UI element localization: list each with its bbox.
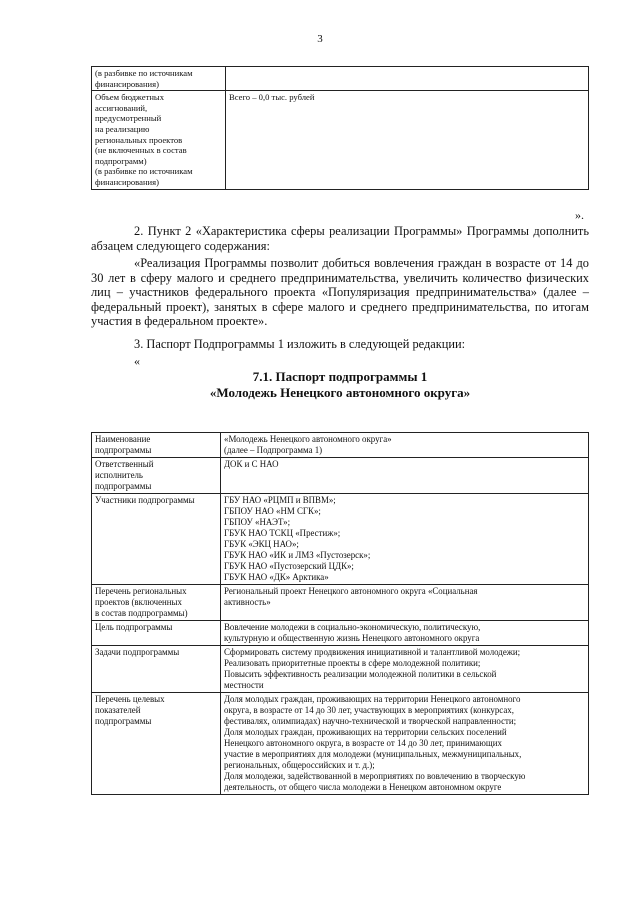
table-cell-label: (в разбивке по источникам финансирования) (92, 67, 226, 91)
table-cell-label: Перечень целевых показателей подпрограммы (92, 693, 221, 795)
opening-quote: « (134, 354, 140, 368)
table-cell-label: Наименование подпрограммы (92, 433, 221, 458)
table-cell-label: Цель подпрограммы (92, 621, 221, 646)
table-cell-label: Задачи подпрограммы (92, 646, 221, 693)
table-cell-value: ГБУ НАО «РЦМП и ВПВМ»; ГБПОУ НАО «НМ СГК»; ГБПОУ «НАЭТ»; ГБУК НАО ТСКЦ «Престиж»; ГБУК «ЭКЦ НАО»; ГБУК НАО «ИК и ЛМЗ «Пустозерск»; ГБУК НАО «Пустозерский ЦДК»; ГБУК НАО «ДК» Арктика» (221, 494, 589, 585)
table-row (92, 458, 589, 494)
table-cell-value: Сформировать систему продвижения инициативной и талантливой молодежи; Реализовать приоритетные проекты в сфере молодежной политики; Повысить эффективность реализации молодежной политики в сельской местности (221, 646, 589, 693)
funding-table (91, 66, 589, 190)
table-cell-value: «Молодежь Ненецкого автономного округа» (далее – Подпрограмма 1) (221, 433, 589, 458)
table-row (92, 91, 589, 189)
table-cell-label: Участники подпрограммы (92, 494, 221, 585)
table-row (92, 621, 589, 646)
table-row (92, 433, 589, 458)
table-cell-label: Перечень региональных проектов (включенных в состав подпрограммы) (92, 585, 221, 621)
passport-table (91, 432, 589, 795)
closing-quote: ». (575, 208, 584, 222)
heading-line-1: 7.1. Паспорт подпрограммы 1 (252, 369, 428, 384)
table-cell-value: Вовлечение молодежи в социально-экономическую, политическую, культурную и общественную жизнь Ненецкого автономного округа (221, 621, 589, 646)
table-cell-label: Объем бюджетных ассигнований, предусмотренный на реализацию региональных проектов (не включенных в состав подпрограмм) (в разбивке по источникам финансирования) (92, 91, 226, 189)
table-row (92, 585, 589, 621)
table-cell-value: Региональный проект Ненецкого автономного округа «Социальная активность» (221, 585, 589, 621)
table-row (92, 693, 589, 795)
table-cell-value (226, 67, 589, 91)
table-row (92, 646, 589, 693)
table-cell-value: Всего – 0,0 тыс. рублей (226, 91, 589, 189)
paragraph-amendment-text: «Реализация Программы позволит добиться вовлечения граждан в возрасте от 14 до 30 лет в сферу малого и среднего предпринимательства, увеличить количество физических лиц – участников федерального проекта «Популяризация предпринимательства» (далее – федеральный проект), занятых в сфере малого и среднего предпринимательства, по итогам участия в федеральном проекте». (91, 256, 589, 329)
paragraph-item-2: 2. Пункт 2 «Характеристика сферы реализации Программы» Программы дополнить абзацем следующего содержания: (91, 224, 589, 253)
table-row (92, 494, 589, 585)
heading-line-2: «Молодежь Ненецкого автономного округа» (209, 385, 471, 400)
table-cell-value: Доля молодых граждан, проживающих на территории Ненецкого автономного округа, в возрасте от 14 до 30 лет, участвующих в мероприятиях (конкурсах, фестивалях, олимпиадах) научно-технической и творческой направленности; Доля молодых граждан, проживающих на территории сельских поселений Ненецкого автономного округа, в возрасте от 14 до 30 лет, принимающих участие в мероприятиях для молодежи (муниципальных, межмуниципальных, региональных, общероссийских и т. д.); Доля молодежи, задействованной в мероприятиях по вовлечению в творческую деятельность, от общего числа молодежи в Ненецком автономном округе (221, 693, 589, 795)
table-cell-value: ДОК и С НАО (221, 458, 589, 494)
section-heading (91, 369, 589, 401)
paragraph-item-3: 3. Паспорт Подпрограммы 1 изложить в следующей редакции: (134, 337, 466, 351)
page-number: 3 (317, 33, 323, 45)
table-cell-label: Ответственный исполнитель подпрограммы (92, 458, 221, 494)
table-row (92, 67, 589, 91)
